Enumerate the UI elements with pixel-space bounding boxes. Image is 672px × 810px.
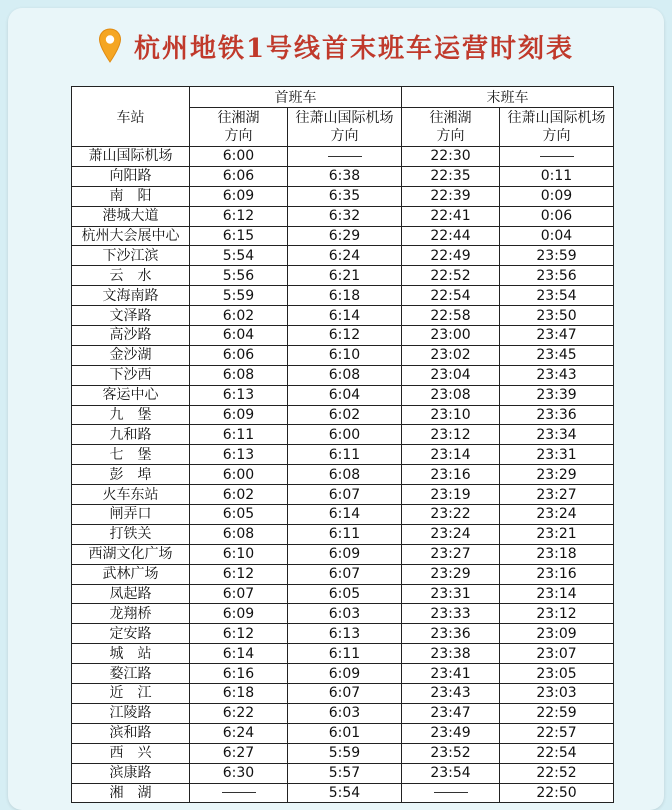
- last-airport-cell: 22:59: [500, 703, 614, 723]
- first-xianghu-cell: 6:02: [190, 306, 288, 326]
- first-xianghu-cell: 6:13: [190, 445, 288, 465]
- first-xianghu-cell: 6:02: [190, 485, 288, 505]
- last-airport-cell: 23:43: [500, 365, 614, 385]
- first-xianghu-cell: 5:59: [190, 286, 288, 306]
- station-cell: 彭 埠: [72, 465, 190, 485]
- last-airport-cell: 22:57: [500, 723, 614, 743]
- first-airport-cell: 6:13: [288, 624, 402, 644]
- table-row: [72, 624, 614, 644]
- timetable-body: [72, 147, 614, 803]
- last-airport-cell: 22:50: [500, 783, 614, 803]
- last-xianghu-cell: 23:12: [402, 425, 500, 445]
- table-row: [72, 584, 614, 604]
- last-airport-cell: 23:05: [500, 664, 614, 684]
- last-xianghu-cell: 22:58: [402, 306, 500, 326]
- first-xianghu-cell: 6:10: [190, 544, 288, 564]
- last-xianghu-cell: 23:27: [402, 544, 500, 564]
- first-airport-cell: 6:29: [288, 226, 402, 246]
- last-xianghu-cell: 23:36: [402, 624, 500, 644]
- first-xianghu-cell: 6:05: [190, 505, 288, 525]
- first-xianghu-cell: 6:14: [190, 644, 288, 664]
- first-xianghu-cell: 6:24: [190, 723, 288, 743]
- last-train-header: 末班车: [402, 87, 614, 108]
- first-xianghu-cell: 6:09: [190, 186, 288, 206]
- first-xianghu-cell: 6:30: [190, 763, 288, 783]
- first-xianghu-cell: 5:56: [190, 266, 288, 286]
- table-row: [72, 544, 614, 564]
- table-row: [72, 345, 614, 365]
- last-airport-cell: 23:56: [500, 266, 614, 286]
- last-airport-cell: 23:21: [500, 524, 614, 544]
- no-service-dash: [222, 792, 256, 793]
- first-xianghu-cell: 6:11: [190, 425, 288, 445]
- table-row: [72, 306, 614, 326]
- table-row: [72, 783, 614, 803]
- first-xianghu-cell: 6:06: [190, 345, 288, 365]
- last-airport-cell: 22:54: [500, 743, 614, 763]
- first-airport-cell: 6:32: [288, 206, 402, 226]
- last-xianghu-cell: 23:38: [402, 644, 500, 664]
- first-xianghu-cell: 6:27: [190, 743, 288, 763]
- last-xianghu-cell: 23:22: [402, 505, 500, 525]
- station-cell: 婺江路: [72, 664, 190, 684]
- first-airport-cell: 6:10: [288, 345, 402, 365]
- station-cell: 金沙湖: [72, 345, 190, 365]
- first-airport-cell: 6:02: [288, 405, 402, 425]
- first-dir-airport-header: 往萧山国际机场方向: [288, 108, 402, 147]
- last-dir-airport-header: 往萧山国际机场方向: [500, 108, 614, 147]
- first-xianghu-cell: 6:12: [190, 624, 288, 644]
- station-cell: 打铁关: [72, 524, 190, 544]
- first-xianghu-cell: 6:00: [190, 147, 288, 167]
- title-bar: [0, 20, 672, 72]
- last-xianghu-cell: 23:47: [402, 703, 500, 723]
- last-xianghu-cell: 23:33: [402, 604, 500, 624]
- last-xianghu-cell: 23:29: [402, 564, 500, 584]
- first-xianghu-cell: 6:08: [190, 524, 288, 544]
- last-airport-cell: 23:31: [500, 445, 614, 465]
- station-cell: 文海南路: [72, 286, 190, 306]
- first-airport-cell: 6:11: [288, 445, 402, 465]
- station-cell: 湘 湖: [72, 783, 190, 803]
- last-airport-cell: 0:04: [500, 226, 614, 246]
- first-airport-cell: 6:12: [288, 326, 402, 346]
- first-airport-cell: 6:08: [288, 365, 402, 385]
- station-cell: 滨和路: [72, 723, 190, 743]
- last-airport-cell: 23:07: [500, 644, 614, 664]
- last-airport-cell: 23:36: [500, 405, 614, 425]
- last-xianghu-cell: 23:02: [402, 345, 500, 365]
- table-row: [72, 743, 614, 763]
- first-airport-cell: 6:21: [288, 266, 402, 286]
- first-xianghu-cell: 6:18: [190, 684, 288, 704]
- last-xianghu-cell: 23:04: [402, 365, 500, 385]
- station-cell: 文泽路: [72, 306, 190, 326]
- last-xianghu-cell: 23:43: [402, 684, 500, 704]
- station-cell: 九和路: [72, 425, 190, 445]
- station-cell: 港城大道: [72, 206, 190, 226]
- station-cell: 九 堡: [72, 405, 190, 425]
- table-row: [72, 604, 614, 624]
- last-xianghu-cell: 23:19: [402, 485, 500, 505]
- first-airport-cell: 6:14: [288, 505, 402, 525]
- timetable: [71, 86, 614, 803]
- first-xianghu-cell: 6:06: [190, 166, 288, 186]
- last-airport-cell: 23:12: [500, 604, 614, 624]
- last-airport-cell: 23:03: [500, 684, 614, 704]
- first-airport-cell: 6:03: [288, 703, 402, 723]
- table-row: [72, 564, 614, 584]
- last-airport-cell: 23:39: [500, 385, 614, 405]
- table-row: [72, 763, 614, 783]
- last-dir-xianghu-header: 往湘湖方向: [402, 108, 500, 147]
- last-xianghu-cell: 22:52: [402, 266, 500, 286]
- station-cell: 江陵路: [72, 703, 190, 723]
- table-row: [72, 425, 614, 445]
- table-row: [72, 206, 614, 226]
- station-cell: 七 堡: [72, 445, 190, 465]
- first-airport-cell: 5:57: [288, 763, 402, 783]
- table-row: [72, 186, 614, 206]
- last-xianghu-cell: 23:16: [402, 465, 500, 485]
- first-xianghu-cell: 6:12: [190, 206, 288, 226]
- first-airport-cell: 6:07: [288, 684, 402, 704]
- page-title: 杭州地铁1号线首末班车运营时刻表: [133, 33, 575, 64]
- last-airport-cell: 22:52: [500, 763, 614, 783]
- station-cell: 武林广场: [72, 564, 190, 584]
- first-airport-cell: 6:09: [288, 544, 402, 564]
- table-row: [72, 286, 614, 306]
- table-row: [72, 147, 614, 167]
- last-airport-cell: [500, 147, 614, 167]
- station-cell: 南 阳: [72, 186, 190, 206]
- first-airport-cell: [288, 147, 402, 167]
- first-dir-xianghu-header: 往湘湖方向: [190, 108, 288, 147]
- first-airport-cell: 5:54: [288, 783, 402, 803]
- last-airport-cell: 23:29: [500, 465, 614, 485]
- last-airport-cell: 23:34: [500, 425, 614, 445]
- table-row: [72, 644, 614, 664]
- last-airport-cell: 0:06: [500, 206, 614, 226]
- station-cell: 客运中心: [72, 385, 190, 405]
- last-xianghu-cell: [402, 783, 500, 803]
- first-xianghu-cell: 6:09: [190, 405, 288, 425]
- first-airport-cell: 6:24: [288, 246, 402, 266]
- first-xianghu-cell: 6:22: [190, 703, 288, 723]
- last-xianghu-cell: 22:41: [402, 206, 500, 226]
- station-cell: 龙翔桥: [72, 604, 190, 624]
- last-xianghu-cell: 22:39: [402, 186, 500, 206]
- table-row: [72, 226, 614, 246]
- first-airport-cell: 6:14: [288, 306, 402, 326]
- table-row: [72, 385, 614, 405]
- last-xianghu-cell: 22:35: [402, 166, 500, 186]
- first-airport-cell: 6:00: [288, 425, 402, 445]
- first-airport-cell: 6:11: [288, 524, 402, 544]
- station-cell: 下沙西: [72, 365, 190, 385]
- last-xianghu-cell: 23:49: [402, 723, 500, 743]
- last-xianghu-cell: 23:52: [402, 743, 500, 763]
- first-airport-cell: 6:35: [288, 186, 402, 206]
- table-row: [72, 326, 614, 346]
- last-xianghu-cell: 23:31: [402, 584, 500, 604]
- station-cell: 闸弄口: [72, 505, 190, 525]
- first-xianghu-cell: 5:54: [190, 246, 288, 266]
- last-airport-cell: 23:54: [500, 286, 614, 306]
- last-airport-cell: 23:16: [500, 564, 614, 584]
- no-service-dash: [328, 156, 362, 157]
- first-xianghu-cell: 6:13: [190, 385, 288, 405]
- last-airport-cell: 23:27: [500, 485, 614, 505]
- last-xianghu-cell: 23:10: [402, 405, 500, 425]
- table-row: [72, 465, 614, 485]
- first-xianghu-cell: 6:15: [190, 226, 288, 246]
- station-cell: 近 江: [72, 684, 190, 704]
- table-row: [72, 505, 614, 525]
- table-row: [72, 365, 614, 385]
- last-airport-cell: 0:09: [500, 186, 614, 206]
- first-airport-cell: 6:01: [288, 723, 402, 743]
- last-airport-cell: 23:14: [500, 584, 614, 604]
- table-row: [72, 524, 614, 544]
- station-cell: 城 站: [72, 644, 190, 664]
- first-xianghu-cell: 6:08: [190, 365, 288, 385]
- last-xianghu-cell: 23:08: [402, 385, 500, 405]
- last-airport-cell: 23:47: [500, 326, 614, 346]
- first-airport-cell: 6:07: [288, 485, 402, 505]
- table-row: [72, 445, 614, 465]
- first-airport-cell: 6:08: [288, 465, 402, 485]
- first-airport-cell: 6:03: [288, 604, 402, 624]
- first-airport-cell: 6:07: [288, 564, 402, 584]
- last-xianghu-cell: 22:44: [402, 226, 500, 246]
- station-cell: 向阳路: [72, 166, 190, 186]
- table-row: [72, 485, 614, 505]
- station-cell: 西 兴: [72, 743, 190, 763]
- station-cell: 火车东站: [72, 485, 190, 505]
- station-cell: 杭州大会展中心: [72, 226, 190, 246]
- location-pin-icon: [98, 28, 122, 64]
- station-cell: 萧山国际机场: [72, 147, 190, 167]
- last-airport-cell: 23:45: [500, 345, 614, 365]
- last-xianghu-cell: 22:30: [402, 147, 500, 167]
- first-xianghu-cell: 6:09: [190, 604, 288, 624]
- first-airport-cell: 6:04: [288, 385, 402, 405]
- last-airport-cell: 23:59: [500, 246, 614, 266]
- table-row: [72, 684, 614, 704]
- table-row: [72, 246, 614, 266]
- last-xianghu-cell: 22:54: [402, 286, 500, 306]
- first-train-header: 首班车: [190, 87, 402, 108]
- last-airport-cell: 23:09: [500, 624, 614, 644]
- last-xianghu-cell: 23:41: [402, 664, 500, 684]
- station-cell: 西湖文化广场: [72, 544, 190, 564]
- last-airport-cell: 23:50: [500, 306, 614, 326]
- last-airport-cell: 23:24: [500, 505, 614, 525]
- last-xianghu-cell: 23:00: [402, 326, 500, 346]
- station-cell: 下沙江滨: [72, 246, 190, 266]
- station-cell: 高沙路: [72, 326, 190, 346]
- no-service-dash: [540, 156, 574, 157]
- first-airport-cell: 6:18: [288, 286, 402, 306]
- first-airport-cell: 6:09: [288, 664, 402, 684]
- station-cell: 凤起路: [72, 584, 190, 604]
- station-cell: 滨康路: [72, 763, 190, 783]
- table-row: [72, 266, 614, 286]
- first-xianghu-cell: 6:16: [190, 664, 288, 684]
- first-xianghu-cell: 6:12: [190, 564, 288, 584]
- first-airport-cell: 6:38: [288, 166, 402, 186]
- station-cell: 定安路: [72, 624, 190, 644]
- last-xianghu-cell: 22:49: [402, 246, 500, 266]
- first-xianghu-cell: 6:07: [190, 584, 288, 604]
- table-row: [72, 664, 614, 684]
- first-xianghu-cell: [190, 783, 288, 803]
- first-airport-cell: 5:59: [288, 743, 402, 763]
- table-row: [72, 166, 614, 186]
- last-airport-cell: 0:11: [500, 166, 614, 186]
- table-row: [72, 703, 614, 723]
- no-service-dash: [434, 792, 468, 793]
- first-xianghu-cell: 6:00: [190, 465, 288, 485]
- table-row: [72, 405, 614, 425]
- first-xianghu-cell: 6:04: [190, 326, 288, 346]
- first-airport-cell: 6:11: [288, 644, 402, 664]
- station-cell: 云 水: [72, 266, 190, 286]
- table-row: [72, 723, 614, 743]
- last-airport-cell: 23:18: [500, 544, 614, 564]
- last-xianghu-cell: 23:24: [402, 524, 500, 544]
- last-xianghu-cell: 23:54: [402, 763, 500, 783]
- station-header: 车站: [72, 87, 190, 147]
- first-airport-cell: 6:05: [288, 584, 402, 604]
- last-xianghu-cell: 23:14: [402, 445, 500, 465]
